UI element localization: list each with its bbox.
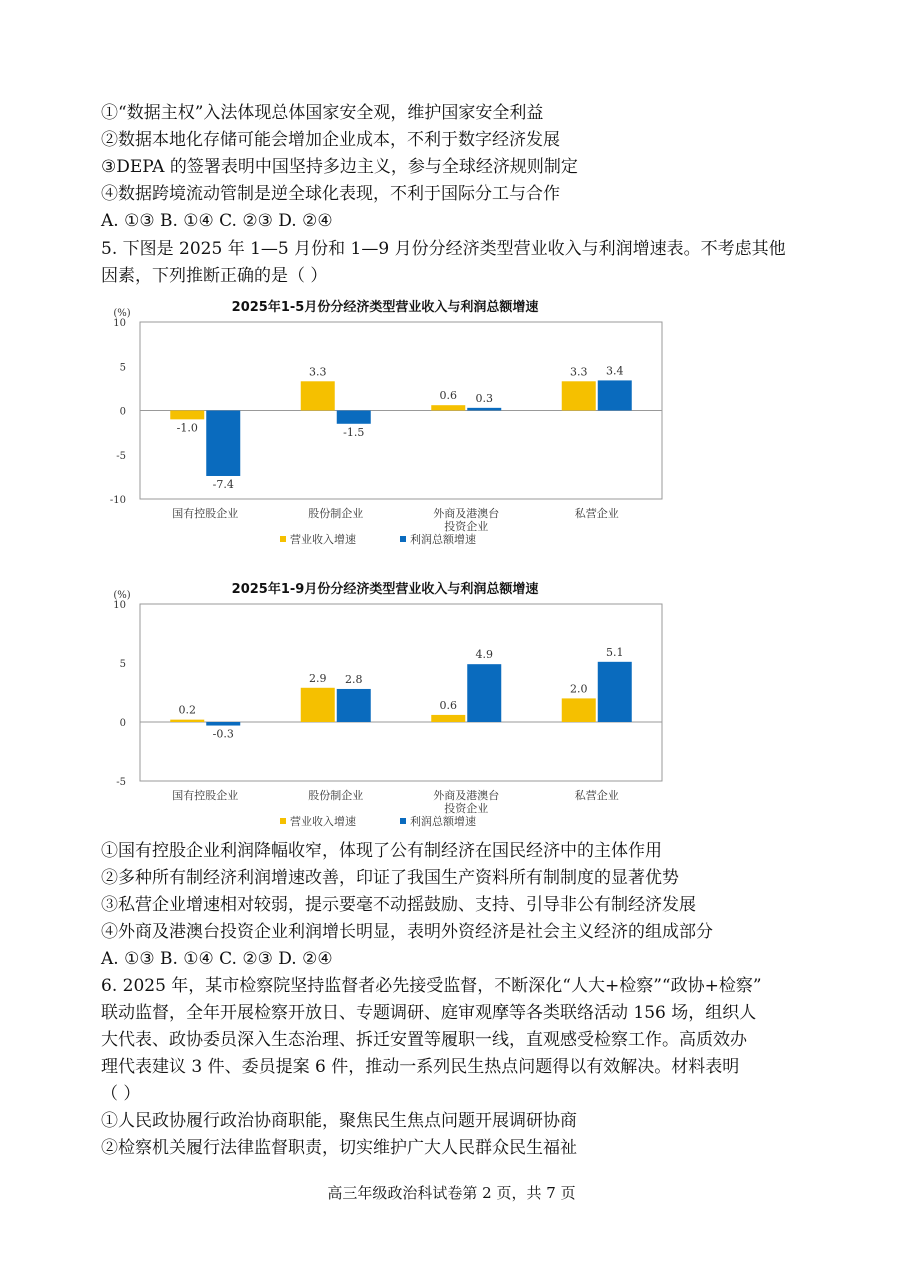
option-1: ①“数据主权”入法体现总体国家安全观，维护国家安全利益 <box>101 103 544 123</box>
category-label: 外商及港澳台 <box>433 507 500 520</box>
legend-label: 营业收入增速 <box>290 533 356 546</box>
y-tick-label: -5 <box>116 450 126 462</box>
data-label: 2.9 <box>309 671 327 685</box>
q5-option-2: ②多种所有制经济利润增速改善，印证了我国生产资料所有制制度的显著优势 <box>101 868 679 888</box>
chart-2 <box>100 574 670 836</box>
data-label: 2.8 <box>345 672 363 686</box>
bar-revenue <box>562 698 596 722</box>
data-label: -1.0 <box>176 421 198 435</box>
chart-1-title: 2025年1-5月份分经济类型营业收入与利润总额增速 <box>231 300 539 315</box>
bar-revenue <box>431 405 465 410</box>
legend-label: 营业收入增速 <box>290 815 356 828</box>
category-label: 私营企业 <box>574 507 619 520</box>
option-2: ②数据本地化存储可能会增加企业成本，不利于数字经济发展 <box>101 130 560 150</box>
data-label: -1.5 <box>343 425 365 439</box>
category-label: 投资企业 <box>444 520 489 533</box>
q5-option-1: ①国有控股企业利润降幅收窄，体现了公有制经济在国民经济中的主体作用 <box>101 841 662 861</box>
y-axis-label: (%) <box>113 590 131 601</box>
question-6-blank: （ ） <box>101 1084 141 1104</box>
question-6-stem-1: 6. 2025 年，某市检察院坚持监督者必先接受监督，不断深化“人大+检察”“政协+检察” <box>101 976 762 996</box>
bar-profit <box>467 408 501 411</box>
bar-profit <box>206 411 240 476</box>
category-label: 国有控股企业 <box>172 789 239 802</box>
legend-swatch <box>400 818 406 824</box>
legend-swatch <box>280 818 286 824</box>
category-label: 股份制企业 <box>308 789 364 802</box>
y-tick-label: 5 <box>119 362 126 374</box>
y-tick-label: 10 <box>113 318 126 329</box>
legend-swatch <box>280 536 286 542</box>
data-label: 0.6 <box>439 698 457 712</box>
q5-option-4: ④外商及港澳台投资企业利润增长明显，表明外资经济是社会主义经济的组成部分 <box>101 922 713 942</box>
legend-label: 利润总额增速 <box>410 815 476 828</box>
y-tick-label: -10 <box>109 495 126 506</box>
category-label: 外商及港澳台 <box>433 789 500 802</box>
data-label: 0.6 <box>439 389 457 403</box>
data-label: 2.0 <box>570 682 588 696</box>
bar-revenue <box>301 688 335 722</box>
data-label: -7.4 <box>212 477 234 491</box>
option-4: ④数据跨境流动管制是逆全球化表现，不利于国际分工与合作 <box>101 184 560 204</box>
question-6-stem-3: 大代表、政协委员深入生态治理、拆迁安置等履职一线，直观感受检察工作。高质效办 <box>101 1030 747 1050</box>
data-label: 0.3 <box>475 391 493 405</box>
y-tick-label: 10 <box>113 600 126 611</box>
bar-revenue <box>431 715 465 722</box>
category-label: 私营企业 <box>574 789 619 802</box>
question-6-stem-2: 联动监督，全年开展检察开放日、专题调研、庭审观摩等各类联络活动 156 场，组织人 <box>101 1003 757 1023</box>
q5-option-3: ③私营企业增速相对较弱，提示要毫不动摇鼓励、支持、引导非公有制经济发展 <box>101 895 696 915</box>
y-tick-label: 0 <box>119 406 126 418</box>
page-footer: 高三年级政治科试卷第 2 页，共 7 页 <box>327 1184 576 1202</box>
chart-2-svg <box>100 574 670 836</box>
bar-profit <box>598 662 632 722</box>
q5-answer-choices: A. ①③ B. ①④ C. ②③ D. ②④ <box>101 949 333 969</box>
answer-choices: A. ①③ B. ①④ C. ②③ D. ②④ <box>101 211 333 231</box>
category-label: 股份制企业 <box>308 507 364 520</box>
data-label: 3.3 <box>570 365 588 379</box>
bar-profit <box>206 722 240 726</box>
bar-revenue <box>301 381 335 410</box>
category-label: 国有控股企业 <box>172 507 239 520</box>
y-tick-label: 0 <box>119 718 126 729</box>
y-axis-label: (%) <box>113 308 131 319</box>
question-6-stem-4: 理代表建议 3 件、委员提案 6 件，推动一系列民生热点问题得以有效解决。材料表明 <box>101 1057 740 1077</box>
data-label: -0.3 <box>212 727 234 741</box>
q6-option-1: ①人民政协履行政治协商职能，聚焦民生焦点问题开展调研协商 <box>101 1111 577 1131</box>
data-label: 3.3 <box>309 365 327 379</box>
legend-swatch <box>400 536 406 542</box>
bar-revenue <box>170 411 204 420</box>
question-5-stem: 5. 下图是 2025 年 1—5 月份和 1—9 月份分经济类型营业收入与利润增速表。不考虑其他 <box>101 239 786 259</box>
option-3: ③DEPA 的签署表明中国坚持多边主义，参与全球经济规则制定 <box>101 157 578 177</box>
y-tick-label: 5 <box>119 659 126 670</box>
bar-profit <box>598 380 632 410</box>
chart-1-svg <box>100 292 670 554</box>
bar-profit <box>337 411 371 424</box>
bar-revenue <box>562 381 596 410</box>
bar-profit <box>337 689 371 722</box>
q6-option-2: ②检察机关履行法律监督职责，切实维护广大人民群众民生福祉 <box>101 1138 577 1158</box>
data-label: 5.1 <box>606 645 624 659</box>
y-tick-label: -5 <box>116 777 126 788</box>
data-label: 0.2 <box>178 703 196 717</box>
category-label: 投资企业 <box>444 802 489 815</box>
bar-revenue <box>170 720 204 722</box>
legend-label: 利润总额增速 <box>410 533 476 546</box>
chart-2-title: 2025年1-9月份分经济类型营业收入与利润总额增速 <box>231 582 539 597</box>
data-label: 3.4 <box>606 364 624 378</box>
data-label: 4.9 <box>475 648 493 662</box>
bar-profit <box>467 664 501 722</box>
question-5-stem-cont: 因素，下列推断正确的是（ ） <box>101 266 328 286</box>
chart-1 <box>100 292 670 554</box>
